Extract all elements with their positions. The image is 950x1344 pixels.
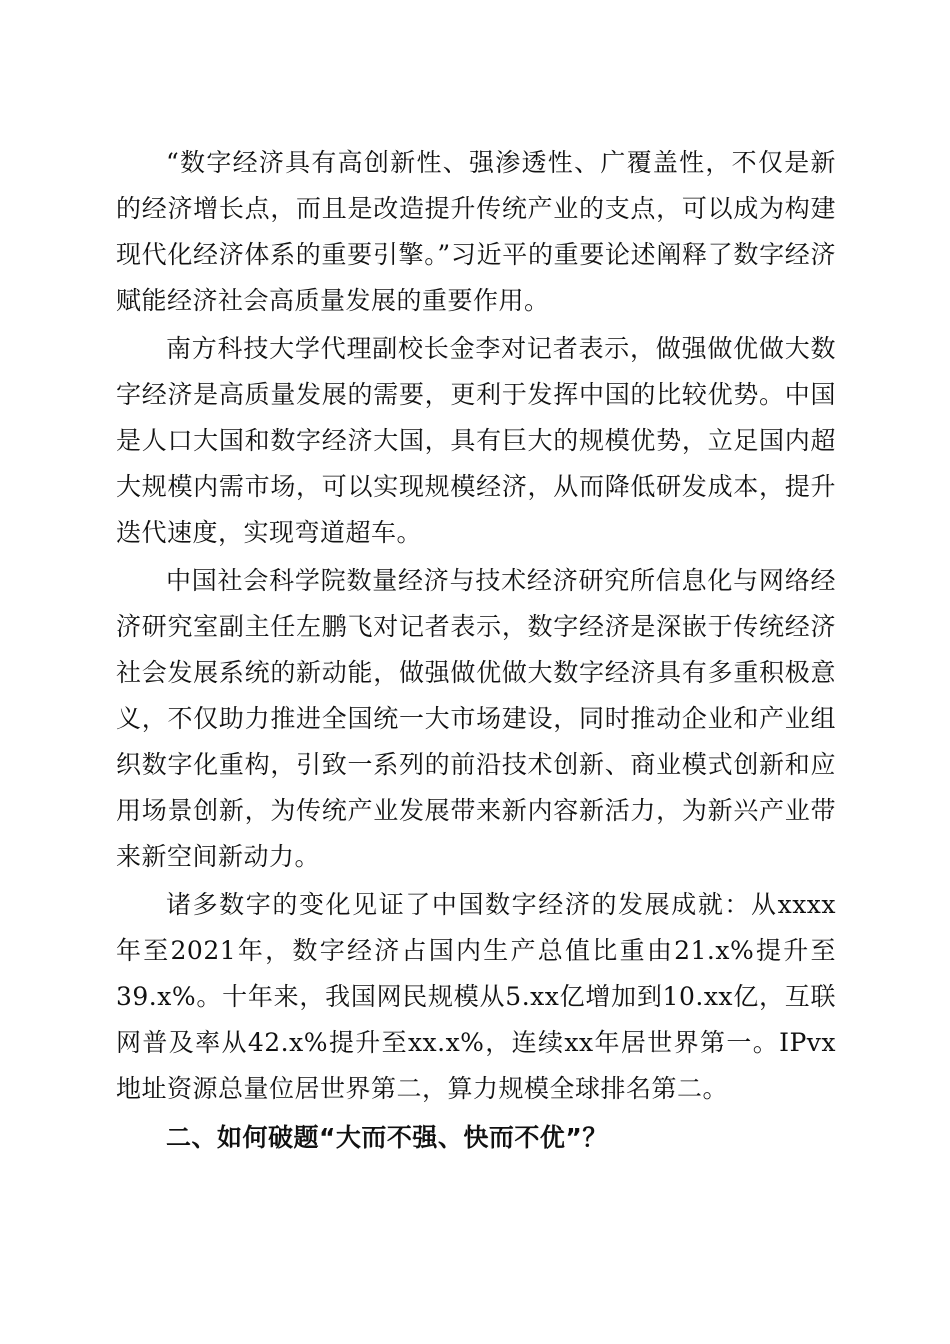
document-page	[116, 140, 836, 1162]
section-heading: 二、如何破题“大而不强、快而不优”？	[166, 1123, 608, 1152]
paragraph-quote: “数字经济具有高创新性、强渗透性、广覆盖性，不仅是新的经济增长点，而且是改造提升传统产业的支点，可以成为构建现代化经济体系的重要引擎。”习近平的重要论述阐释了数字经济赋能经济社会高质量发展的重要作用。	[116, 148, 836, 315]
paragraph-zuo-pengfei: 中国社会科学院数量经济与技术经济研究所信息化与网络经济研究室副主任左鹏飞对记者表示，数字经济是深嵌于传统经济社会发展系统的新动能，做强做优做大数字经济具有多重积极意义，不仅助力推进全国统一大市场建设，同时推动企业和产业组织数字化重构，引致一系列的前沿技术创新、商业模式创新和应用场景创新，为传统产业发展带来新内容新活力，为新兴产业带来新空间新动力。	[116, 566, 836, 871]
paragraph-jin-li: 南方科技大学代理副校长金李对记者表示，做强做优做大数字经济是高质量发展的需要，更利于发挥中国的比较优势。中国是人口大国和数字经济大国，具有巨大的规模优势，立足国内超大规模内需市场，可以实现规模经济，从而降低研发成本，提升迭代速度，实现弯道超车。	[116, 334, 836, 547]
paragraph-achievements: 诸多数字的变化见证了中国数字经济的发展成就：从xxxx年至2021年，数字经济占国内生产总值比重由21.x%提升至39.x%。十年来，我国网民规模从5.xx亿增加到10.xx亿，互联网普及率从42.x%提升至xx.x%，连续xx年居世界第一。IPvx地址资源总量位居世界第二，算力规模全球排名第二。	[116, 890, 836, 1103]
